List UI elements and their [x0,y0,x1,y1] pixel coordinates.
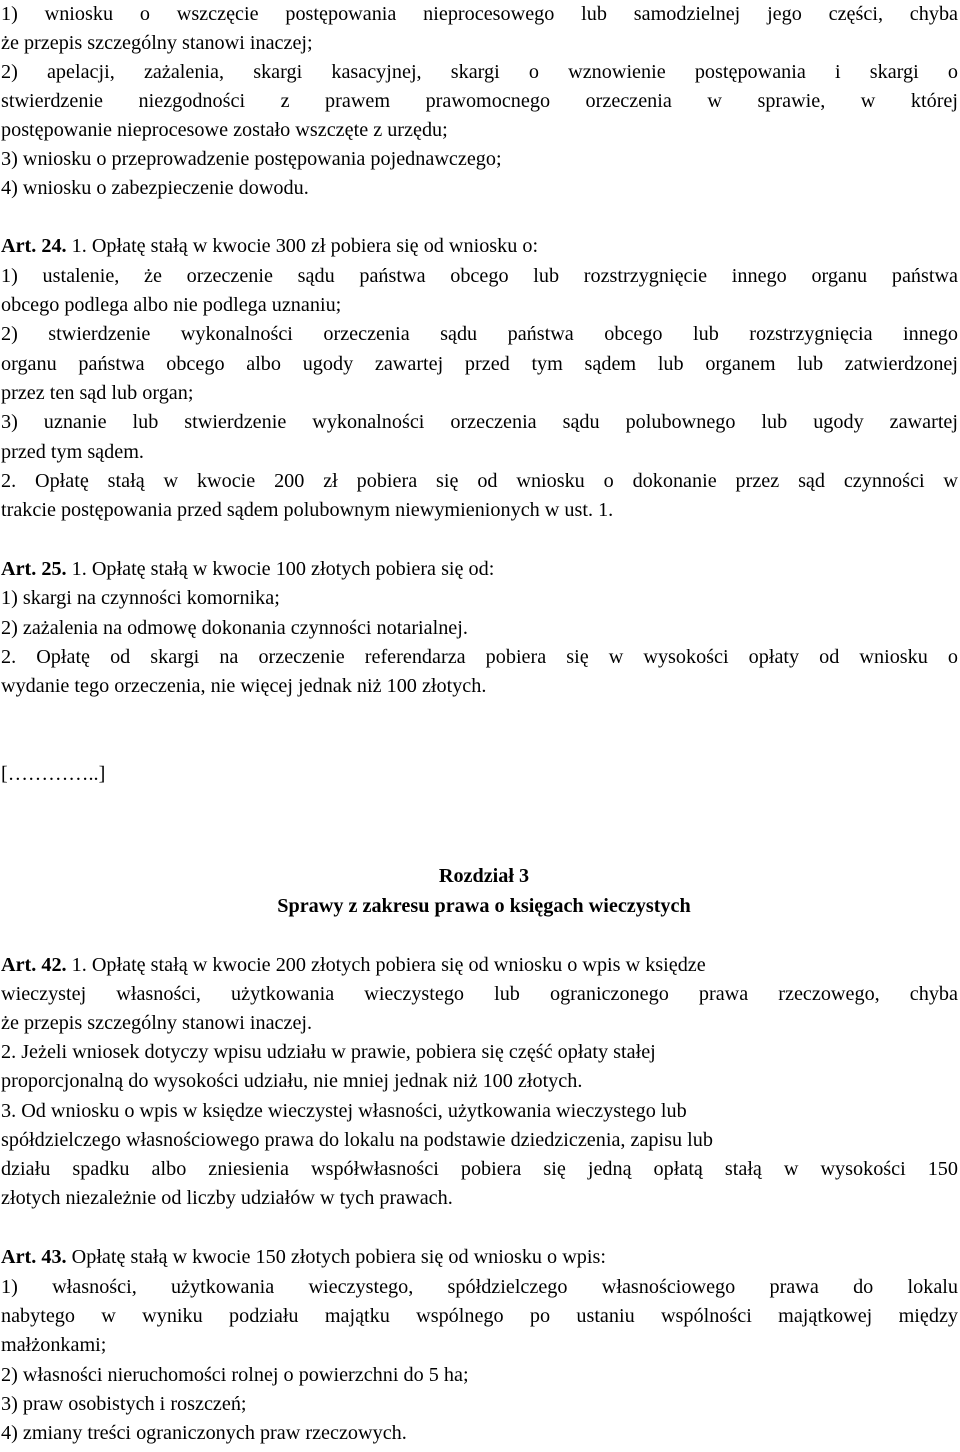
omission-marker: […………..] [1,763,106,785]
text-line: 2) apelacji, zażalenia, skargi kasacyjnej, skargi o wznowienie postępowania i skargi o [1,61,958,83]
text-line: 3. Od wniosku o wpis w księdze wieczystej własności, użytkowania wieczystego lub [1,1100,687,1122]
text-line: 2. Opłatę od skargi na orzeczenie referendarza pobiera się w wysokości opłaty od wniosku o [1,646,958,668]
text-line: stwierdzenie niezgodności z prawem prawomocnego orzeczenia w sprawie, w której [1,90,958,112]
text-line: wieczystej własności, użytkowania wieczystego lub ograniczonego prawa rzeczowego, chyba [1,983,958,1005]
text-line: wydanie tego orzeczenia, nie więcej jednak niż 100 złotych. [1,675,487,697]
text-line: 2. Opłatę stałą w kwocie 200 zł pobiera się od wniosku o dokonanie przez sąd czynności w [1,470,958,492]
text-line: 2. Jeżeli wniosek dotyczy wpisu udziału w prawie, pobiera się część opłaty stałej [1,1041,656,1063]
text-line: przed tym sądem. [1,441,144,463]
text-line: 1. Opłatę stałą w kwocie 300 zł pobiera się od wniosku o: [66,235,539,257]
text-line: 1) własności, użytkowania wieczystego, spółdzielczego własnościowego prawa do lokalu [1,1276,958,1298]
article-heading: Art. 42. [1,954,67,976]
text-line: trakcie postępowania przed sądem polubownym niewymienionych w ust. 1. [1,499,614,521]
text-line: że przepis szczególny stanowi inaczej. [1,1012,313,1034]
text-line: proporcjonalną do wysokości udziału, nie mniej jednak niż 100 złotych. [1,1070,583,1092]
article-heading: Art. 43. [1,1246,67,1268]
text-line: przez ten sąd lub organ; [1,382,194,404]
text-line: 2) własności nieruchomości rolnej o powierzchni do 5 ha; [1,1364,469,1386]
article-25-first-line [1,555,494,584]
text-line: Opłatę stałą w kwocie 150 złotych pobiera się od wniosku o wpis: [66,1246,606,1268]
text-line: 3) uznanie lub stwierdzenie wykonalności orzeczenia sądu polubownego lub ugody zawartej [1,411,958,433]
text-line: 1. Opłatę stałą w kwocie 100 złotych pobiera się od: [66,558,495,580]
text-line: organu państwa obcego albo ugody zawartej przed tym sądem lub organem lub zatwierdzonej [1,353,958,375]
chapter-title: Sprawy z zakresu prawa o księgach wieczystych [277,895,691,917]
text-line: nabytego w wyniku podziału majątku wspólnego po ustaniu wspólności majątkowej między [1,1305,958,1327]
text-line: obcego podlega albo nie podlega uznaniu; [1,294,342,316]
text-line: 4) zmiany treści ograniczonych praw rzeczowych. [1,1422,407,1444]
text-line: 1) wniosku o wszczęcie postępowania nieprocesowego lub samodzielnej jego części, chyba [1,3,958,25]
text-line: złotych niezależnie od liczby udziałów w tych prawach. [1,1187,453,1209]
text-line: 1) skargi na czynności komornika; [1,587,280,609]
text-line: działu spadku albo zniesienia współwłasności pobiera się jedną opłatą stałą w wysokości 150 [1,1158,958,1180]
text-line: 1. Opłatę stałą w kwocie 200 złotych pobiera się od wniosku o wpis w księdze [66,954,706,976]
text-line: 3) wniosku o przeprowadzenie postępowania pojednawczego; [1,148,502,170]
text-line: spółdzielczego własnościowego prawa do lokalu na podstawie dziedziczenia, zapisu lub [1,1129,713,1151]
chapter-number: Rozdział 3 [438,865,530,887]
text-line: 4) wniosku o zabezpieczenie dowodu. [1,177,309,199]
article-heading: Art. 24. [1,235,67,257]
text-line: postępowanie nieprocesowe zostało wszczęte z urzędu; [1,119,448,141]
text-line: 2) stwierdzenie wykonalności orzeczenia sądu państwa obcego lub rozstrzygnięcia innego [1,323,958,345]
text-line: 3) praw osobistych i roszczeń; [1,1393,247,1415]
text-line: małżonkami; [1,1334,107,1356]
text-line: 1) ustalenie, że orzeczenie sądu państwa obcego lub rozstrzygnięcie innego organu państwa [1,265,958,287]
text-line: że przepis szczególny stanowi inaczej; [1,32,313,54]
article-42-first-line [1,951,706,980]
text-line: 2) zażalenia na odmowę dokonania czynności notarialnej. [1,617,468,639]
article-24-first-line [1,232,538,261]
article-43-first-line [1,1243,606,1272]
article-heading: Art. 25. [1,558,67,580]
